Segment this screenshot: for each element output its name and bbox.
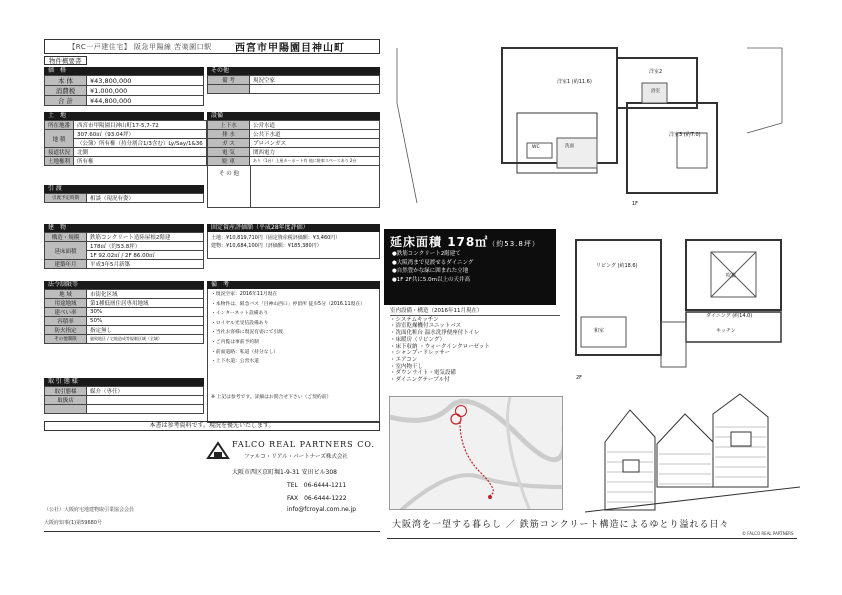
equipment-table: 設備 上下水 公営水道 排 水 公共下水道 ガ ス プロパンガス 電 気 関西電力 駐 車 あり（1台）上屋カーポート有 他に駐車スペースあり 2台 そ の 他 (207, 112, 380, 208)
price-table: 価 格 本 体 ¥43,800,000 消費税 ¥1,000,000 合 計 ¥44,800,000 (44, 67, 204, 106)
floor-plan-1f: 洋室1 (約11.6) 洋室2 洋室3 (約7.0) WC 洗面 浴室 1F (387, 43, 797, 213)
divider-right (387, 538, 797, 539)
location-map (389, 396, 563, 510)
title-bar (44, 39, 380, 54)
building-elevation (585, 392, 800, 517)
floor-plan-2f: リビング (約18.6) ダイニング (約14.0) 和室 キッチン 吹抜 2F (566, 232, 796, 387)
building-table: 建 物 構造・規模 鉄筋コンクリート造陸屋根2階建 延床面積 178㎡（約53.8坪） 1F 92.02㎡ / 2F 86.00㎡ 建築年月 平成3年5月新築 (44, 224, 204, 269)
floor-area-badge: 延床面積 178㎡（約53.8坪） ●鉄筋コンクリート2階建て ●大阪湾まで見渡せるダイニング ●自然豊かな緑に囲まれた立地 ●1F 2F共に5.0m以上の天井高 (384, 229, 556, 305)
company-name-jp: ファルコ・リアル・パートナーズ株式会社 (244, 454, 348, 460)
company-fax: FAX 06-6444-1222 (287, 495, 347, 502)
slogan: 大阪湾を一望する暮らし ／ 鉄筋コンクリート構造によるゆとり溢れる日々 (392, 520, 730, 530)
transaction-table: 取 引 態 様 取引態様 媒介（専任） 取扱店 (44, 378, 204, 414)
notes-table: 備 考 ・現況空家：2016年11月現在 ・本物件は、阪急バス「目神山西口」停留所 徒歩5分（2016.11現在） ・インターネット設備あり ・ロイヤル光受信設備あり ・当社お客様に現況有姿にて引渡 ・ご内覧は事前予約制 ・前面道路：私道（持分なし） ・上下水道：公営水道 ※ 上記は参考です。詳細はお問合せ下さい（ご契約前） (207, 281, 380, 423)
copyright: © FALCO REAL PARTNERS (742, 531, 794, 536)
license-number: 大阪府知事(1)第59680号 (44, 520, 102, 526)
company-logo-icon (205, 440, 231, 462)
section-label: 物件概要書 (44, 56, 87, 65)
features-list: 室内設備・構造（2016年11月現在） ・システムキッチン ・浴室乾燥機付ユニットバス ・洗面化粧台 温水洗浄便座付トイレ ・床暖房（リビング） ・床下収納 ・ウォークインクローゼット ・シャンプードレッサー ・エアコン ・室内物干し ・ダウンライト・電気設備 ・ダイニングテーブル付 (390, 308, 560, 384)
divider (44, 531, 380, 532)
company-name: FALCO REAL PARTNERS CO. (232, 440, 375, 449)
disclaimer: 本書は参考資料です。現況を優先いたします。 (44, 421, 380, 431)
price-body: ¥43,800,000 (87, 76, 204, 86)
company-tel: TEL 06-6444-1211 (287, 482, 347, 489)
tax-table: 固定資産評価額（平成28年度評価） 土地：¥10,819,710円（固定資産税評価額：¥3,460円） 建物：¥10,684,100円（評価額：¥185,380円） (207, 224, 380, 259)
price-header: 価 格 (44, 67, 204, 75)
map-pin-icon (455, 405, 467, 417)
other-table: その他 備 考 現況空家 (207, 67, 380, 94)
company-address: 大阪市西区京町堀1-9-31 安田ビル308 (232, 469, 337, 476)
price-total: ¥44,800,000 (87, 96, 204, 106)
company-email[interactable]: info@fcroyal.com.ne.jp (287, 506, 357, 513)
page-title: 西宮市甲陽園目神山町 (235, 43, 345, 54)
law-table: 法令制限等 地 域 市街化区域 用途地域 第1種低層住居専用地域 建ぺい率 30% 容積率 50% 防火指定 指定無し その他制限 風致地区 / 宅地造成等規制区域（全域） (44, 281, 204, 344)
association: （公社）大阪府宅地建物取引業協会会員 (44, 507, 135, 513)
title-category: 【RC一戸建住宅】 阪急甲陽線 苦楽園口駅 (68, 42, 212, 51)
delivery-table: 引 渡 引渡予定時期 相談（現況有姿） (44, 185, 204, 203)
land-table: 土 地 所在地番 西宮市甲陽園目神山町17-5,7-72 地 積 307.60㎡（93.04坪） （公簿）所有権（持分割合1/3含む）Ly/Say/1&36 接道状況 北側 土地権利 所有権 (44, 112, 204, 166)
price-tax: ¥1,000,000 (87, 86, 204, 96)
